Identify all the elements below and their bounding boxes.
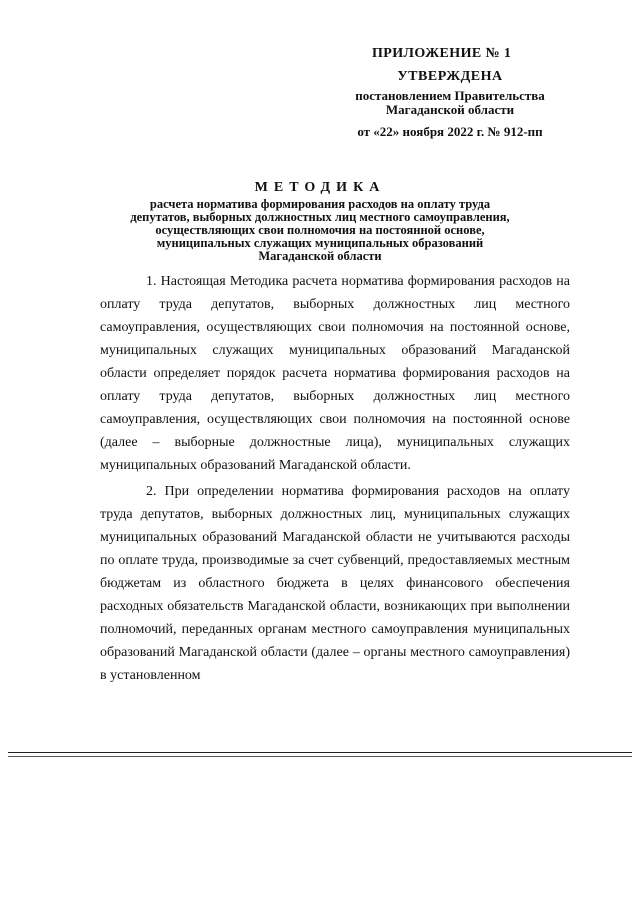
subtitle-line: депутатов, выборных должностных лиц местного самоуправления, — [130, 210, 510, 224]
approved-date: от «22» ноября 2022 г. № 912-пп — [357, 124, 543, 139]
subtitle-line: осуществляющих свои полномочия на постоянной основе, — [155, 223, 485, 237]
document-title: МЕТОДИКА — [254, 180, 386, 195]
document-body — [100, 270, 570, 690]
approved-line: Магаданской области — [385, 102, 515, 117]
document-subtitle — [80, 198, 560, 263]
subtitle-line: муниципальных служащих муниципальных образований — [156, 236, 484, 250]
approval-block — [330, 70, 570, 139]
approved-label: УТВЕРЖДЕНА — [397, 69, 503, 84]
appendix-label: ПРИЛОЖЕНИЕ № 1 — [372, 46, 512, 61]
paragraph: 1. Настоящая Методика расчета норматива формирования расходов на оплату труда депутатов, выборных должностных лиц местного самоуправления, осуществляющих свои полномочия на постоянной основе, муниципальных служащих муниципальных образований Магаданской области определяет порядок расчета норматива формирования расходов на оплату труда депутатов, выборных должностных лиц местного самоуправления, осуществляющих свои полномочия на постоянной основе (далее – выборные должностные лица), муниципальных служащих муниципальных образований Магаданской области. — [100, 274, 570, 473]
paragraph: 2. При определении норматива формирования расходов на оплату труда депутатов, выборных должностных лиц, муниципальных служащих муниципальных образований Магаданской области не учитываются расходы по оплате труда, производимые за счет субвенций, предоставляемых местным бюджетам из областного бюджета в целях финансового обеспечения расходных обязательств Магаданской области, возникающих при выполнении полномочий, переданных органам местного самоуправления муниципальных образований Магаданской области (далее – органы местного самоуправления) в установленном — [100, 484, 570, 683]
subtitle-line: расчета норматива формирования расходов на оплату труда — [149, 197, 491, 211]
approved-line: постановлением Правительства — [355, 88, 545, 103]
subtitle-line: Магаданской области — [258, 249, 382, 263]
page-divider — [8, 752, 632, 753]
page-divider — [8, 756, 632, 757]
